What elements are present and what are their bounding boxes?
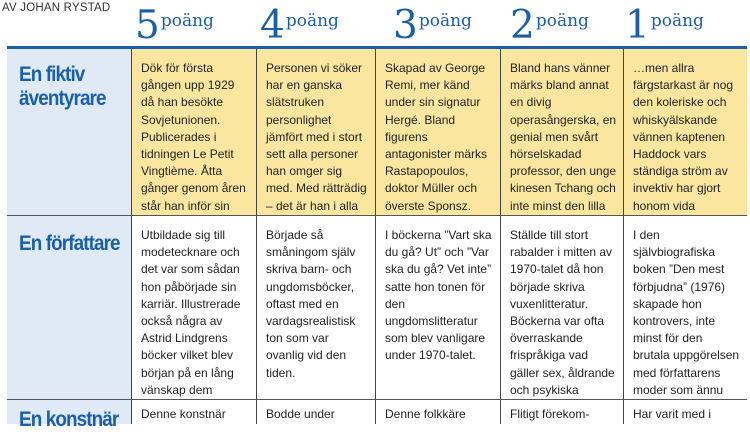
row-heading-cell — [7, 400, 132, 431]
clue-3-points: Skapad av George Remi, mer känd under sin signatur Hergé. Bland figurens antagonister märks Rastapopoulos, doktor Müller och överste Sponsz. — [376, 49, 501, 215]
points-header-5 — [135, 3, 214, 48]
clue-1-point: Har varit med i — [624, 400, 747, 424]
clue-3-points: Denne folkkäre — [376, 400, 501, 424]
row-author — [7, 216, 747, 400]
byline: AV JOHAN RYSTAD — [2, 2, 111, 14]
points-number: 3 — [393, 3, 418, 48]
points-label: poäng — [160, 11, 214, 31]
clue-4-points: Började så småningom själv skriva barn- och ungdomsböcker, oftast med en vardagsrealistisk ton som var ovanlig vid den tiden. — [257, 216, 376, 399]
clue-2-points: Ställde till stort rabalder i mitten av 1970-talet då hon började skriva vuxenlitteratur. Böckerna var ofta överraskande frispråkiga vad gäller sex, åldrande och psykiska — [501, 216, 624, 399]
clue-4-points: Bodde under — [257, 400, 376, 424]
points-label: poäng — [285, 11, 339, 31]
row-heading: En författare — [19, 232, 120, 255]
clue-5-points: Dök för första gången upp 1929 då han besökte Sovjetunionen. Publicerades i tidningen Le Petit Vingtième. Åtta gånger genom åren står han inför sin — [132, 49, 257, 215]
clue-1-point: …men allra färgstarkast är nog den koleriske och whiskyälskande vännen kaptenen Haddock vars ständiga ström av invektiv har gjort honom vida — [633, 61, 734, 213]
quiz-table — [7, 46, 747, 431]
points-header-3 — [393, 3, 472, 48]
points-header-1 — [625, 3, 704, 48]
points-number: 2 — [510, 3, 535, 48]
points-label: poäng — [418, 11, 472, 31]
points-number: 1 — [625, 3, 650, 48]
row-heading: En konstnär — [19, 408, 119, 431]
points-header-4 — [260, 3, 339, 48]
row-heading-cell — [7, 49, 132, 215]
points-header-2 — [510, 3, 589, 48]
clue-2-points: Flitigt förekom- — [501, 400, 624, 424]
clue-4-points: Personen vi söker har en ganska slätstruken personlighet jämfört med i stort sett alla personer han omger sig med. Med rätträdig – det är han i alla — [257, 49, 376, 215]
clue-5-points: Utbildade sig till modetecknare och det var som sådan hon påbörjade sin karriär. Illustrerade också några av Astrid Lindgrens böcker vilket blev början på en lång vänskap dem — [132, 216, 257, 399]
row-heading: En fiktiv äventyrare — [19, 63, 106, 110]
clue-5-points: Denne konstnär — [132, 400, 257, 424]
clue-3-points: I böckerna ”Vart ska du gå? Ut” och ”Var ska du gå? Vet inte” satte hon tonen för den ungdomslitteratur som blev vanligare under 1970-talet. — [376, 216, 501, 399]
points-label: poäng — [535, 11, 589, 31]
points-number: 5 — [135, 3, 160, 48]
clue-1-point: I den självbiografiska boken ”Den mest förbjudna” (1976) skapade hon kontrovers, inte minst för den brutala uppgörelsen med författarens moder som ännu — [633, 228, 740, 397]
points-number: 4 — [260, 3, 285, 48]
clue-2-points: Bland hans vänner märks bland annat en divig operasångerska, en genial men svårt hörselskadad professor, den unge kinesen Tchang och inte minst den lilla — [501, 49, 624, 215]
points-label: poäng — [650, 11, 704, 31]
row-adventurer — [7, 49, 747, 216]
row-heading-cell — [7, 216, 132, 399]
row-artist — [7, 400, 747, 431]
